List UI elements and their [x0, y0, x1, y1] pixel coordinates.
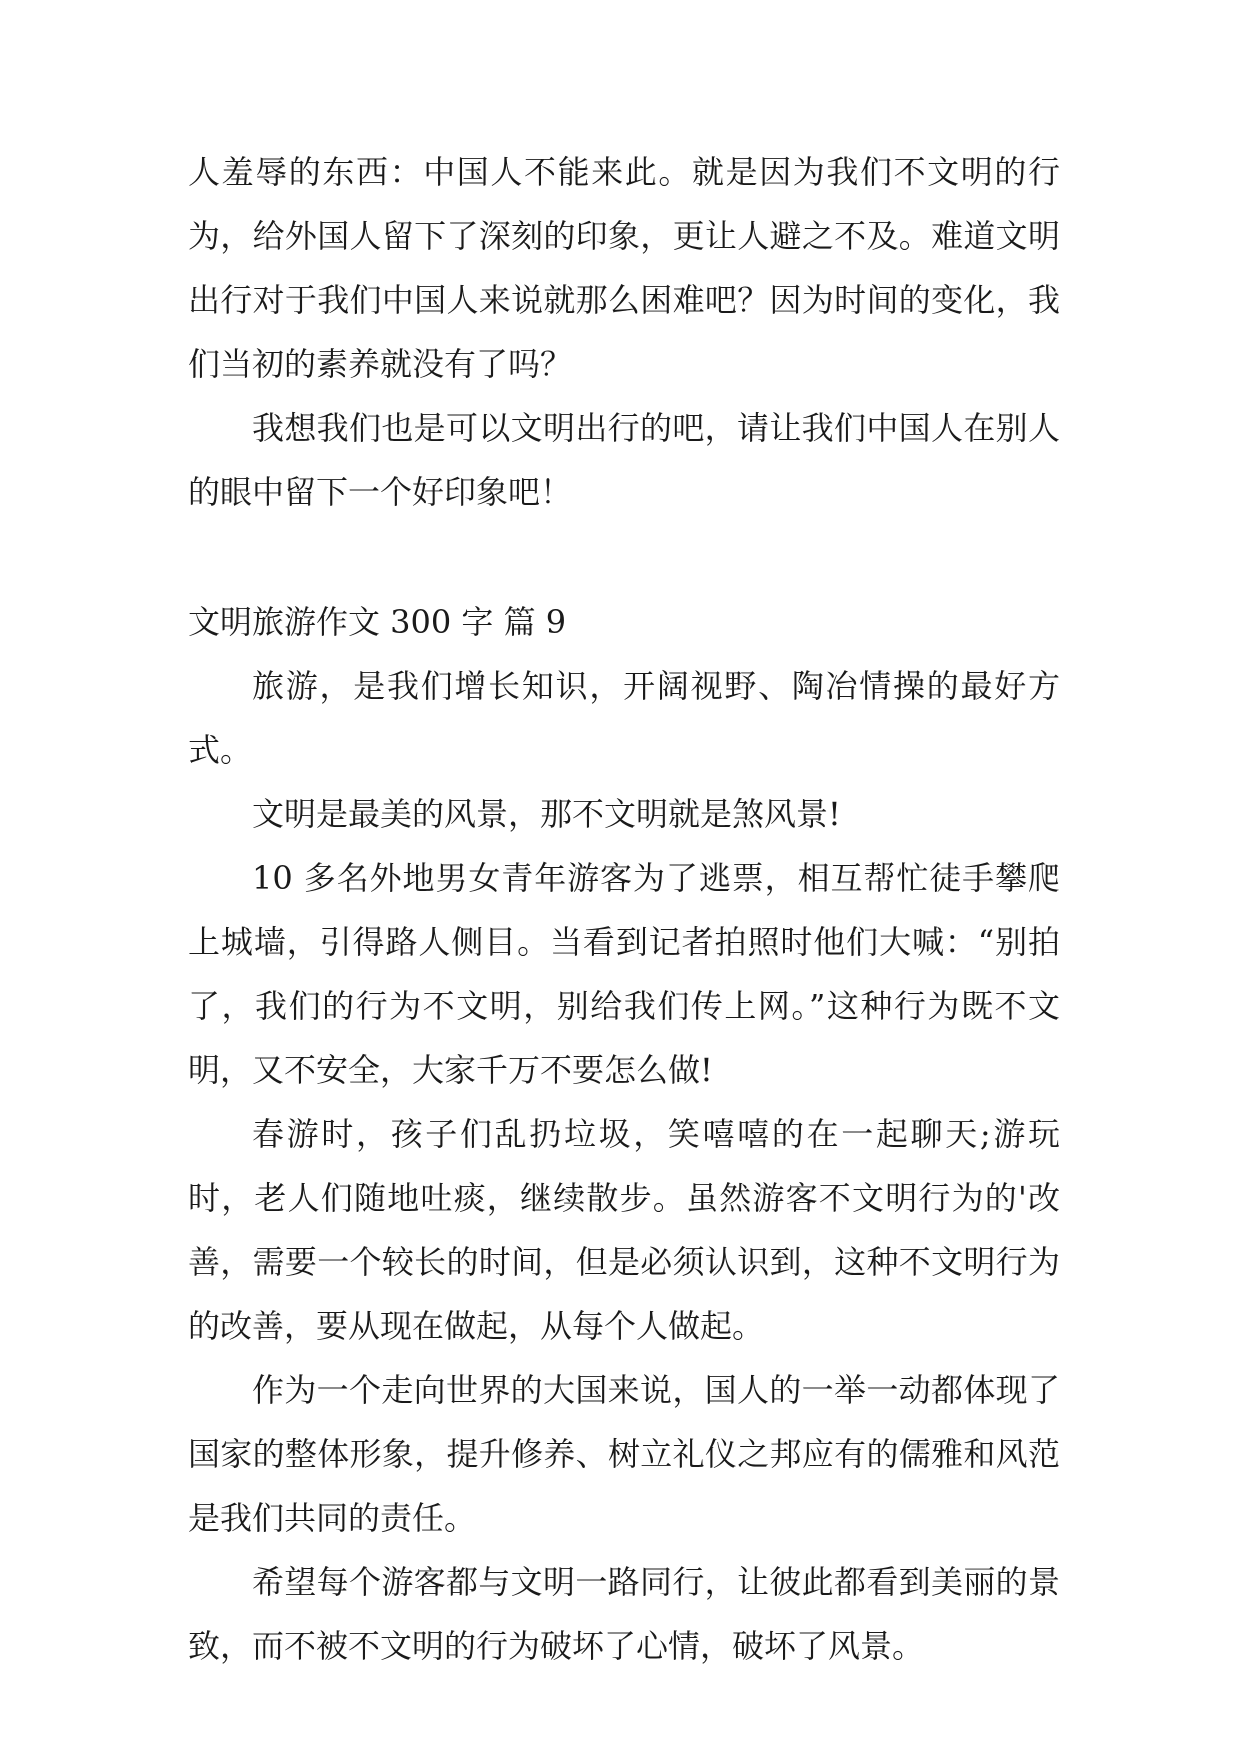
body-paragraph: 10 多名外地男女青年游客为了逃票，相互帮忙徒手攀爬上城墙，引得路人侧目。当看到记者拍照时他们大喊：“别拍了，我们的行为不文明，别给我们传上网。”这种行为既不文明，又不安全，大家千万不要怎么做!	[188, 859, 1060, 1089]
carryover-paragraph: 人羞辱的东西：中国人不能来此。就是因为我们不文明的行为，给外国人留下了深刻的印象，更让人避之不及。难道文明出行对于我们中国人来说就那么困难吧？因为时间的变化，我们当初的素养就没有了吗？	[188, 153, 1060, 383]
body-paragraph: 文明是最美的风景，那不文明就是煞风景!	[252, 795, 841, 833]
closing-paragraph: 我想我们也是可以文明出行的吧，请让我们中国人在别人的眼中留下一个好印象吧！	[188, 409, 1060, 511]
section-heading: 文明旅游作文 300 字 篇 9	[188, 603, 567, 641]
body-paragraph: 希望每个游客都与文明一路同行，让彼此都看到美丽的景致，而不被不文明的行为破坏了心情，破坏了风景。	[188, 1563, 1060, 1665]
body-paragraph: 春游时，孩子们乱扔垃圾，笑嘻嘻的在一起聊天;游玩时，老人们随地吐痰，继续散步。虽然游客不文明行为的'改善，需要一个较长的时间，但是必须认识到，这种不文明行为的改善，要从现在做起，从每个人做起。	[188, 1115, 1060, 1345]
body-paragraph: 作为一个走向世界的大国来说，国人的一举一动都体现了国家的整体形象，提升修养、树立礼仪之邦应有的儒雅和风范是我们共同的责任。	[188, 1371, 1060, 1537]
document-body	[188, 140, 1060, 1678]
body-paragraph: 旅游，是我们增长知识，开阔视野、陶冶情操的最好方式。	[188, 667, 1060, 769]
